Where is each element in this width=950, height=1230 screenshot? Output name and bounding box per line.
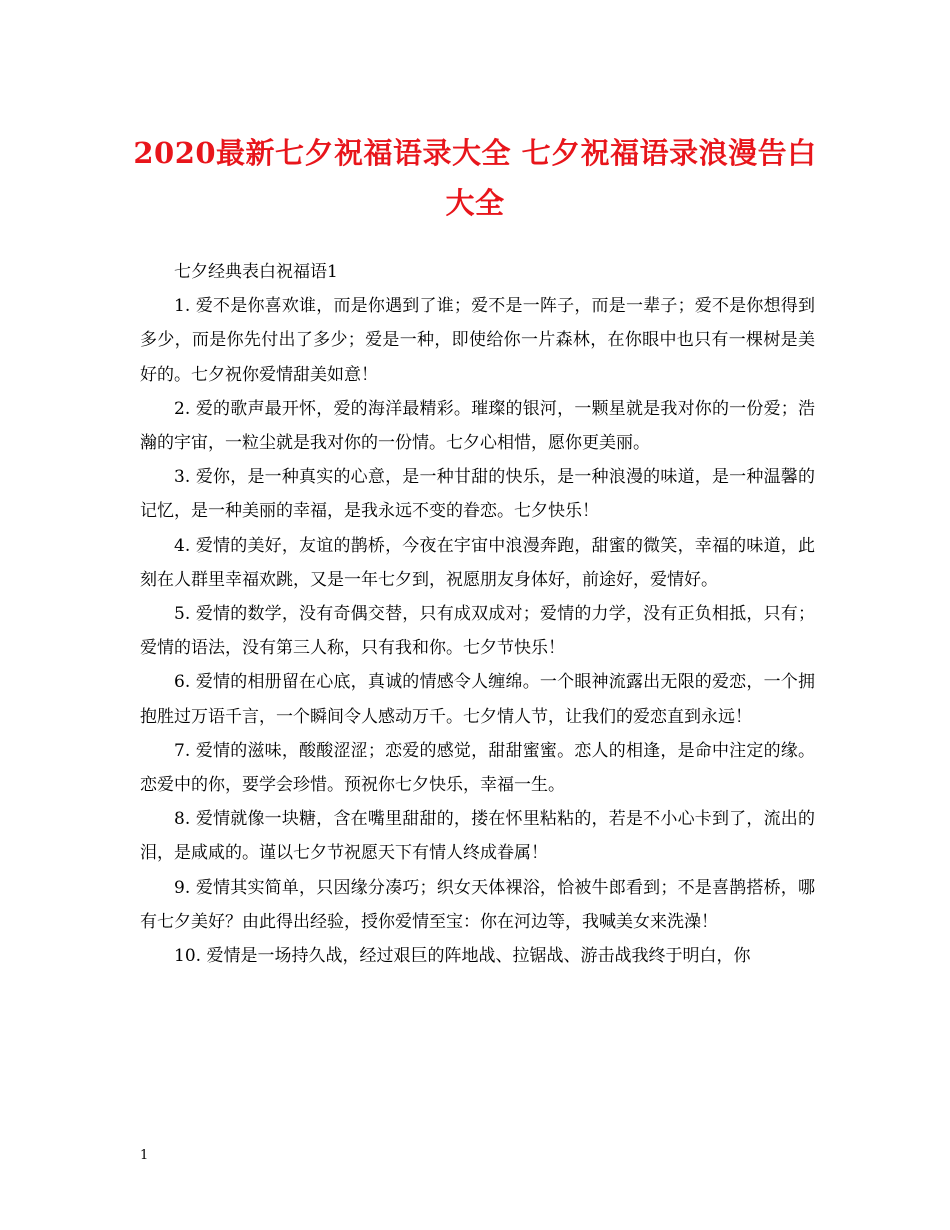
paragraph-2: 2. 爱的歌声最开怀，爱的海洋最精彩。璀璨的银河，一颗星就是我对你的一份爱；浩瀚的宇宙，一粒尘就是我对你的一份情。七夕心相惜，愿你更美丽。 bbox=[140, 398, 815, 454]
paragraph-5: 5. 爱情的数学，没有奇偶交替，只有成双成对；爱情的力学，没有正负相抵，只有；爱情的语法，没有第三人称，只有我和你。七夕节快乐！ bbox=[140, 604, 815, 659]
paragraph-7: 7. 爱情的滋味，酸酸涩涩；恋爱的感觉，甜甜蜜蜜。恋人的相逢，是命中注定的缘。恋爱中的你，要学会珍惜。预祝你七夕快乐，幸福一生。 bbox=[140, 740, 815, 796]
paragraph-10: 10. 爱情是一场持久战，经过艰巨的阵地战、拉锯战、游击战我终于明白，你 bbox=[174, 946, 751, 967]
document-body bbox=[140, 255, 815, 973]
section-heading: 七夕经典表白祝福语1 bbox=[174, 262, 338, 282]
paragraph-6: 6. 爱情的相册留在心底，真诚的情感令人缠绵。一个眼神流露出无限的爱恋，一个拥抱胜过万语千言，一个瞬间令人感动万千。七夕情人节，让我们的爱恋直到永远！ bbox=[140, 672, 815, 727]
paragraph-3: 3. 爱你，是一种真实的心意，是一种甘甜的快乐，是一种浪漫的味道，是一种温馨的记忆，是一种美丽的幸福，是我永远不变的眷恋。七夕快乐！ bbox=[140, 467, 815, 522]
paragraph-1: 1. 爱不是你喜欢谁，而是你遇到了谁；爱不是一阵子，而是一辈子；爱不是你想得到多少，而是你先付出了多少；爱是一种，即使给你一片森林，在你眼中也只有一棵树是美好的。七夕祝你爱情甜美如意！ bbox=[140, 296, 815, 385]
paragraph-8: 8. 爱情就像一块糖，含在嘴里甜甜的，搂在怀里粘粘的，若是不小心卡到了，流出的泪，是咸咸的。谨以七夕节祝愿天下有情人终成眷属！ bbox=[140, 809, 815, 864]
document-title: 2020最新七夕祝福语录大全 七夕祝福语录浪漫告白大全 bbox=[133, 136, 817, 220]
page-number: 1 bbox=[140, 1148, 149, 1163]
paragraph-9: 9. 爱情其实简单，只因缘分凑巧；织女天体裸浴，恰被牛郎看到；不是喜鹊搭桥，哪有七夕美好？由此得出经验，授你爱情至宝：你在河边等，我喊美女来洗澡！ bbox=[140, 877, 815, 932]
paragraph-4: 4. 爱情的美好，友谊的鹊桥，今夜在宇宙中浪漫奔跑，甜蜜的微笑，幸福的味道，此刻在人群里幸福欢跳，又是一年七夕到，祝愿朋友身体好，前途好，爱情好。 bbox=[140, 535, 815, 590]
